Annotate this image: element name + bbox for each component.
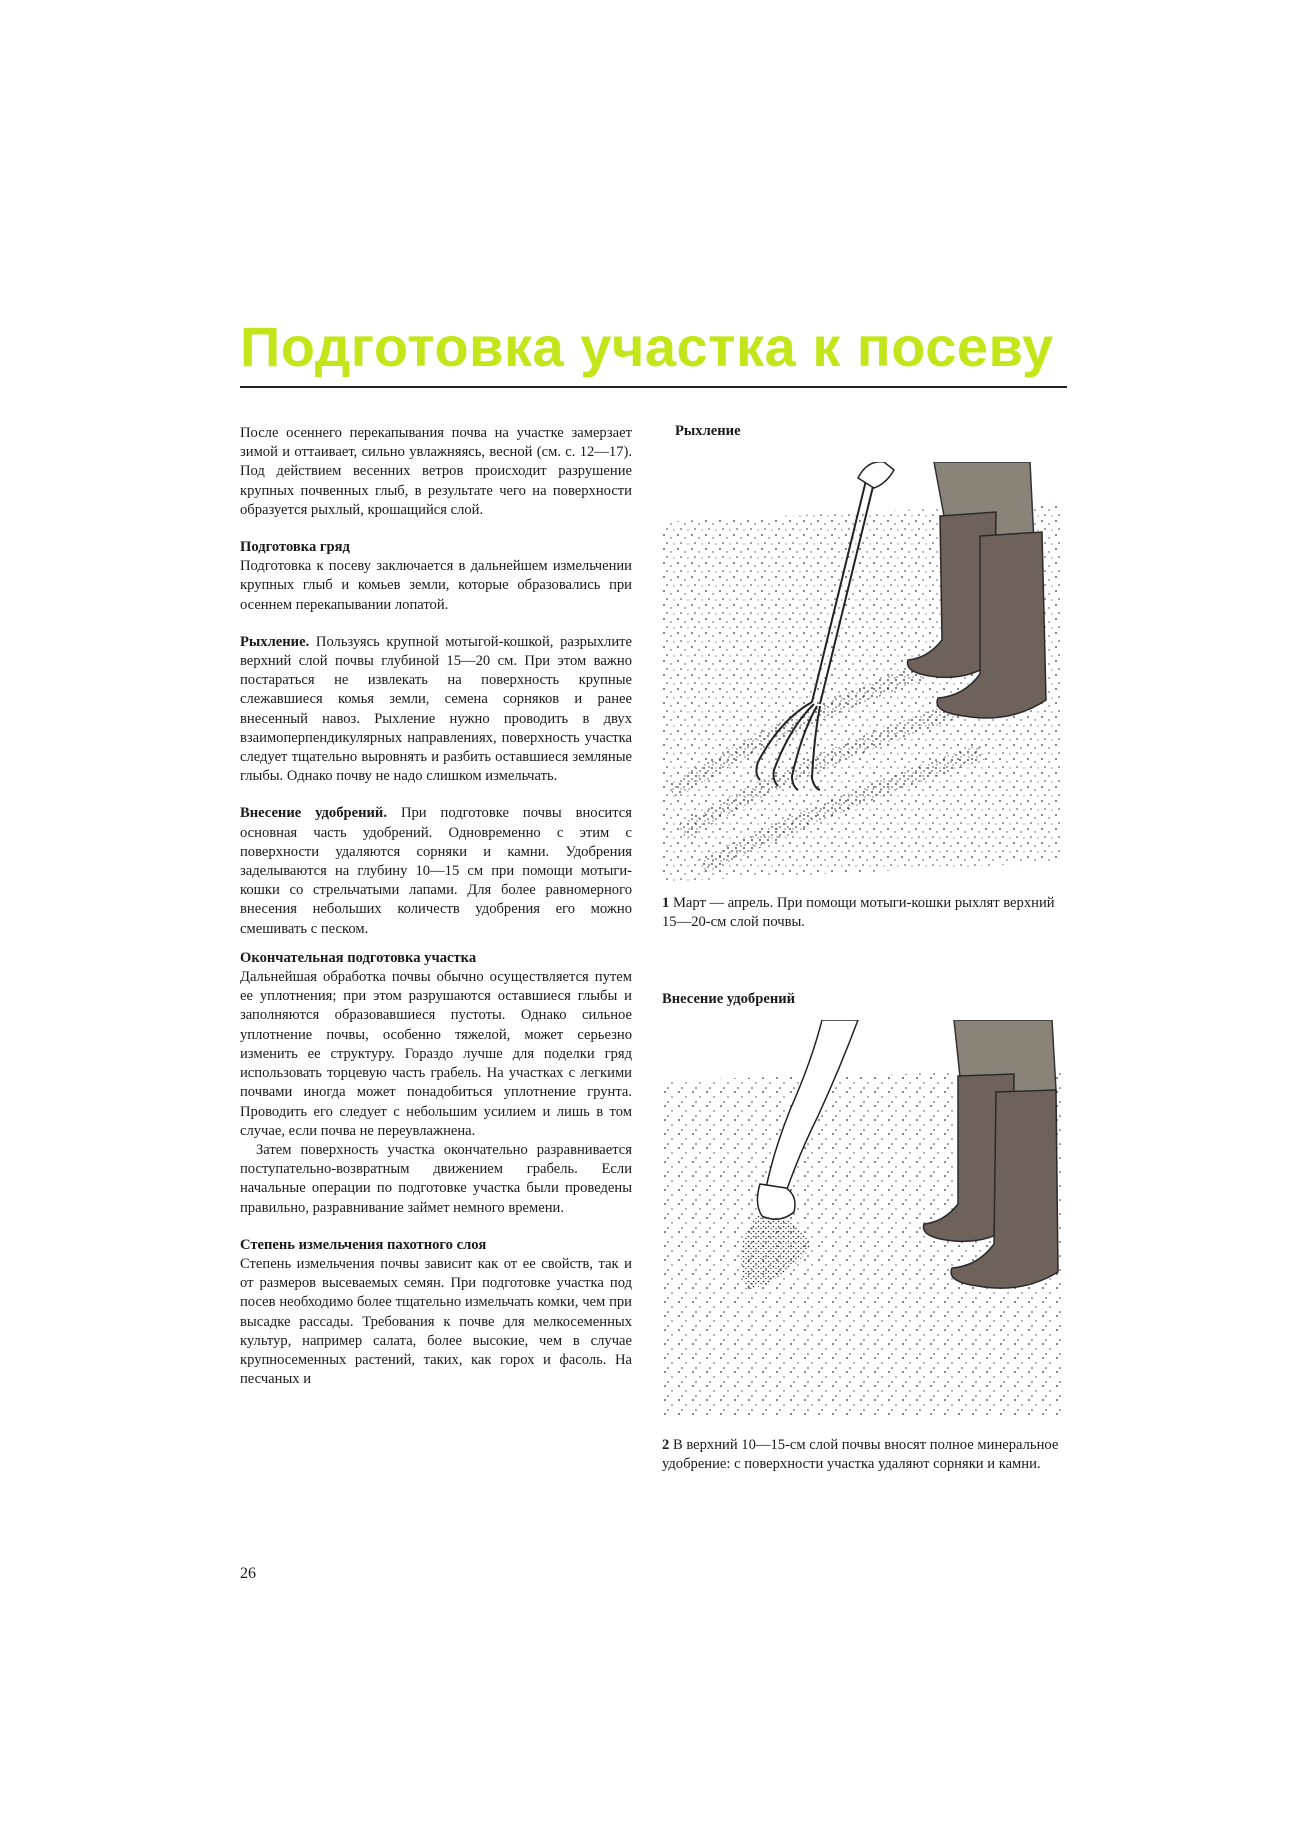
figure-loosening — [662, 462, 1062, 882]
caption-text: В верхний 10—15-см слой почвы вносят полное минеральное удобрение: с поверхности участка удаляют сорняки и камни. — [662, 1437, 1059, 1473]
section-final — [240, 949, 632, 1218]
caption-number: 2 — [662, 1437, 670, 1453]
section-beds — [240, 538, 632, 615]
caption-text: Март — апрель. При помощи мотыги-кошки рыхлят верхний 15—20-см слой почвы. — [662, 895, 1055, 931]
intro-paragraph: После осеннего перекапывания почва на участке замерзает зимой и оттаивает, сильно увлажняясь, весной (см. с. 12—17). Под действием весенних ветров происходит разрушение крупных почвенных глыб, в результате чего на поверхности образуется рыхлый, крошащийся слой. — [240, 425, 632, 518]
figure-caption — [662, 894, 1062, 932]
section-paragraph: Дальнейшая обработка почвы обычно осуществляется путем ее уплотнения; при этом разрушаются оставшиеся глыбы и заполняются образовавшиеся пустоты. Однако сильное уплотнение почвы, особенно тяжелой, может серьезно изменить ее структуру. Гораздо лучше для поделки гряд использовать торцевую часть грабель. На участках с легкими почвами иногда может понадобиться уплотнение грунта. Проводить его следует с небольшим усилием и лишь в том случае, если почва не переувлажнена. — [240, 969, 632, 1139]
caption-number: 1 — [662, 895, 670, 911]
title-rule — [240, 386, 1067, 388]
section-fertilizing — [240, 804, 632, 938]
run-in-heading: Рыхление. — [240, 633, 310, 650]
illustration-spreading-fertilizer — [662, 1020, 1062, 1418]
paragraph-text: Пользуясь крупной мотыгой-кошкой, разрыхлите верхний слой почвы глубиной 15—20 см. При этом важно постараться не извлекать на поверхность крупные слежавшиеся комья земли, семена сорняков и ранее внесенный навоз. Рыхление нужно проводить в двух взаимоперпендикулярных направлениях, поверхность участка следует тщательно выровнять и разбить оставшиеся земляные глыбы. Однако почву не надо слишком измельчать. — [240, 633, 632, 785]
section-paragraph — [240, 804, 632, 938]
body-column — [240, 424, 632, 1389]
figure-fertilizing — [662, 1020, 1062, 1418]
page-title: Подготовка участка к посеву — [240, 315, 1054, 378]
section-paragraph: Степень измельчения почвы зависит как от ее свойств, так и от размеров высеваемых семян. При подготовке участка под посев необходимо более тщательно измельчать комки, чем при высадке рассады. Требования к почве для мелкосеменных культур, например салата, более высокие, чем в случае крупносеменных растений, таких, как горох и фасоль. На песчаных и — [240, 1255, 632, 1388]
section-heading: Степень измельчения пахотного слоя — [240, 1236, 487, 1253]
figure-heading: Рыхление — [675, 423, 741, 439]
section-loosening — [240, 633, 632, 787]
section-heading: Окончательная подготовка участка — [240, 949, 477, 966]
section-paragraph: Подготовка к посеву заключается в дальнейшем измельчении крупных глыб и комьев земли, которые образовались при осеннем перекапывании лопатой. — [240, 558, 632, 613]
section-degree — [240, 1236, 632, 1390]
page-number: 26 — [240, 1565, 256, 1582]
section-paragraph — [240, 633, 632, 787]
illustration-hoe-loosening — [662, 462, 1062, 882]
paragraph-text: При подготовке почвы вносится основная часть удобрений. Одновременно с этим с поверхности удаляются сорняки и камни. Удобрения заделываются на глубину 10—15 см при помощи мотыги-кошки со стрельчатыми лапами. Для более равномерного внесения небольших количеств удобрения его можно смешивать с песком. — [240, 805, 632, 937]
figure-heading: Внесение удобрений — [662, 991, 796, 1007]
section-heading: Подготовка гряд — [240, 539, 350, 556]
figure-caption — [662, 1436, 1062, 1474]
section-paragraph: Затем поверхность участка окончательно разравнивается поступательно-возвратным движением грабель. Если начальные операции по подготовке участка были проведены правильно, разравнивание займет немного времени. — [240, 1141, 632, 1216]
run-in-heading: Внесение удобрений. — [240, 805, 387, 822]
